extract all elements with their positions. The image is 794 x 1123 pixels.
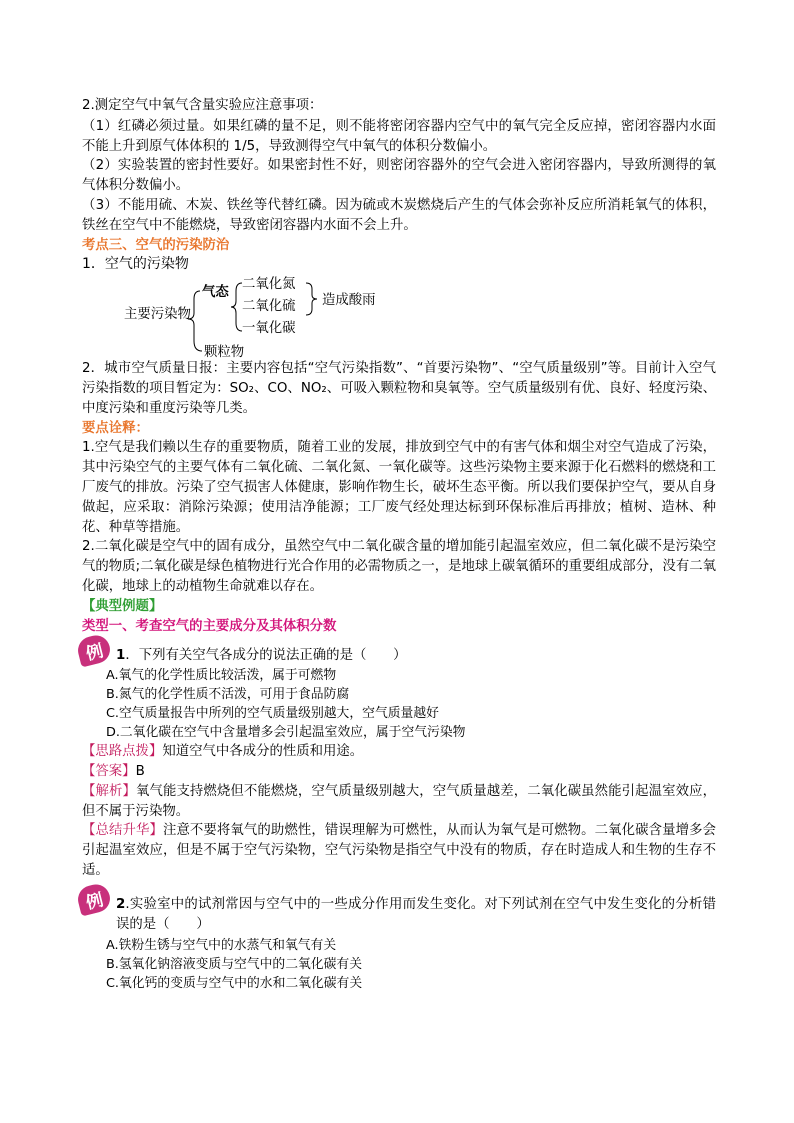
type1-title: 类型一、考查空气的主要成分及其体积分数 <box>82 618 337 634</box>
note-item-3: （3）不能用硫、木炭、铁丝等代替红磷。因为硫或木炭燃烧后产生的气体会弥补反应所消耗氧气的体积，铁丝在空气中不能燃烧，导致密闭容器内水面不会上升。 <box>82 197 716 233</box>
hint-tag: 【思路点拨】 <box>82 744 163 760</box>
tree-root: 主要污染物 <box>124 307 191 323</box>
example-2 <box>82 889 716 935</box>
q1-option-d: D.二氧化碳在空气中含量增多会引起温室效应，属于空气污染物 <box>106 725 466 741</box>
pollutant-tree <box>82 277 716 359</box>
analysis-tag: 【解析】 <box>82 783 136 799</box>
section-heading: 2.测定空气中氧气含量实验应注意事项： <box>82 98 323 113</box>
document-page <box>82 96 716 993</box>
tree-gas-3: 一氧化碳 <box>242 321 296 337</box>
question-2-number: 2 <box>116 896 126 912</box>
kaodian-title: 考点三、空气的污染防治 <box>82 237 230 253</box>
question-1-text: ．下列有关空气各成分的说法正确的是（ ） <box>125 648 407 664</box>
q2-option-c: C.氧化钙的变质与空气中的水和二氧化碳有关 <box>106 976 363 992</box>
q1-option-a: A.氧气的化学性质比较活泼，属于可燃物 <box>106 668 337 684</box>
note-item-2: （2）实验装置的密封性要好。如果密封性不好，则密闭容器外的空气会进入密闭容器内，导致所测得的氧气体积分数偏小。 <box>82 158 716 194</box>
note-item-1: （1）红磷必须过量。如果红磷的量不足，则不能将密闭容器内空气中的氧气完全反应掉，密闭容器内水面不能上升到原气体体积的 1/5，导致测得空气中氧气的体积分数偏小。 <box>82 118 716 154</box>
pollutant-subheading: 1．空气的污染物 <box>82 256 189 273</box>
example-badge-1: 例 <box>75 633 113 668</box>
yaodian-title: 要点诠释： <box>82 420 149 436</box>
q1-summary <box>82 821 716 880</box>
yaodian-p2: 2.二氧化碳是空气中的固有成分，虽然空气中二氧化碳含量的增加能引起温室效应，但二氧化碳不是污染空气的物质;二氧化碳是绿色植物进行光合作用的必需物质之一，是地球上碳氧循环的重要组成部分，没有二氧化碳，地球上的动植物生命就难以存在。 <box>82 539 716 594</box>
air-quality-report: 2．城市空气质量日报：主要内容包括“空气污染指数”、“首要污染物”、“空气质量级别”等。目前计入空气污染指数的项目暂定为：SO₂、CO、NO₂、可吸入颗粒物和臭氧等。空气质量级别有优、良好、轻度污染、中度污染和重度污染等几类。 <box>82 361 716 416</box>
q2-option-b: B.氢氧化钠溶液变质与空气中的二氧化碳有关 <box>106 957 362 973</box>
question-2-text: .实验室中的试剂常因与空气中的一些成分作用而发生变化。对下列试剂在空气中发生变化的分析错误的是（ ） <box>116 896 716 932</box>
question-1 <box>82 646 716 666</box>
q2-option-a: A.铁粉生锈与空气中的水蒸气和氧气有关 <box>106 938 337 954</box>
summary-text: 注意不要将氧气的助燃性，错误理解为可燃性，从而认为氧气是可燃物。二氧化碳含量增多会引起温室效应，但是不属于空气污染物，空气污染物是指空气中没有的物质，存在时造成人和生物的生存不适。 <box>82 823 717 878</box>
question-1-number: 1 <box>116 648 126 664</box>
q1-option-b: B.氮气的化学性质不活泼，可用于食品防腐 <box>106 687 350 703</box>
tree-gas-2: 二氧化硫 <box>242 299 296 315</box>
yaodian-p1: 1.空气是我们赖以生存的重要物质，随着工业的发展，排放到空气中的有害气体和烟尘对空气造成了污染，其中污染空气的主要气体有二氧化硫、二氧化氮、一氧化碳等。这些污染物主要来源于化石燃料的燃烧和工厂废气的排放。污染了空气损害人体健康，影响作物生长，破坏生态平衡。所以我们要保护空气，要从自身做起，应采取：消除污染源；使用洁净能源；工厂废气经处理达标到环保标准后再排放；植树、造林、种花、种草等措施。 <box>82 440 716 535</box>
answer-tag: 【答案】 <box>82 763 136 779</box>
hint-text: 知道空气中各成分的性质和用途。 <box>162 744 364 760</box>
analysis-text: 氧气能支持燃烧但不能燃烧，空气质量级别越大，空气质量越差，二氧化碳虽然能引起温室效应，但不属于污染物。 <box>82 783 716 819</box>
example-1 <box>82 640 716 666</box>
q1-analysis <box>82 782 716 822</box>
tree-particle: 颗粒物 <box>204 345 245 361</box>
tree-gas: 气态 <box>202 285 229 301</box>
q1-option-c: C.空气质量报告中所列的空气质量级别越大，空气质量越好 <box>106 706 439 722</box>
tree-gas-1: 二氧化氮 <box>242 277 296 293</box>
q1-answer <box>82 762 716 782</box>
example-badge-2: 例 <box>75 881 113 916</box>
typical-title: 【典型例题】 <box>82 598 163 614</box>
summary-tag: 【总结升华】 <box>82 823 163 839</box>
tree-acid-rain: 造成酸雨 <box>322 293 376 309</box>
answer-text: B <box>135 763 145 779</box>
question-2 <box>82 895 716 935</box>
q1-hint <box>82 742 716 762</box>
